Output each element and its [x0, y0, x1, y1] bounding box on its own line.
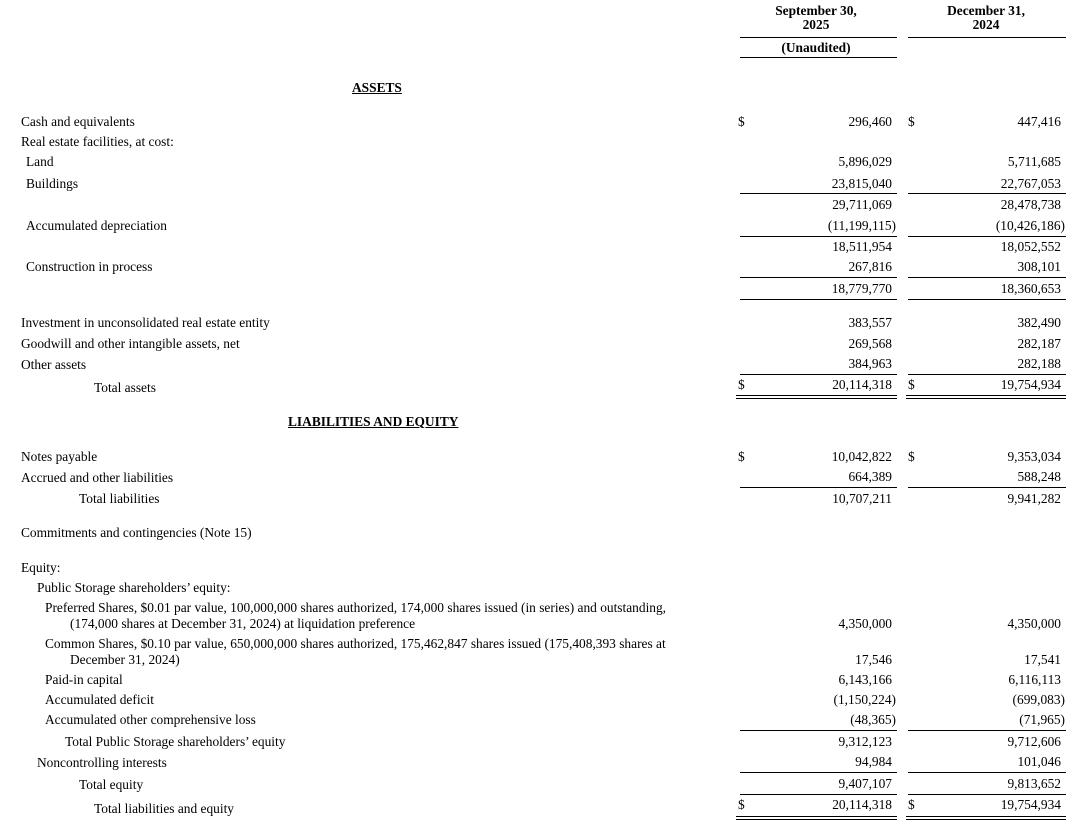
aoci-value-col2: (71,965): [1019, 712, 1065, 727]
re-subtotal-rule-col2: [908, 193, 1066, 194]
total-assets-dollar-col1: $: [738, 377, 745, 392]
goodwill-value-col2: 282,187: [1017, 336, 1061, 351]
common-value-col1: 17,546: [855, 652, 892, 667]
col1-header: [740, 4, 892, 32]
re-total-bottom-rule-col2: [908, 299, 1066, 300]
nci-value-col1: 94,984: [855, 754, 892, 769]
buildings-value-col1: 23,815,040: [831, 176, 892, 191]
paid-in-capital-label: Paid-in capital: [45, 672, 123, 687]
accum-depreciation-value-col1: (11,199,115): [827, 218, 896, 233]
common-value-col2: 17,541: [1024, 652, 1061, 667]
cash-value-col2: 447,416: [1017, 114, 1061, 129]
land-label: Land: [26, 154, 54, 169]
col2-header-line2: 2024: [972, 17, 1000, 32]
total-le-label: Total liabilities and equity: [94, 801, 235, 816]
total-le-dollar-col2: $: [908, 797, 915, 812]
liabilities-equity-section-title: LIABILITIES AND EQUITY: [288, 414, 459, 429]
total-equity-rule-col2: [908, 772, 1066, 773]
total-assets-double-rule-col2: [906, 395, 1066, 399]
equity-label: Equity:: [21, 560, 61, 575]
nci-value-col2: 101,046: [1017, 754, 1061, 769]
accum-deficit-label: Accumulated deficit: [45, 692, 154, 707]
notes-payable-value-col2: 9,353,034: [1007, 449, 1061, 464]
total-le-double-rule-col1: [736, 816, 897, 820]
construction-label: Construction in process: [26, 259, 153, 274]
col1-header-line2: 2025: [802, 17, 830, 32]
ps-equity-rule-col2: [908, 730, 1066, 731]
paid-in-capital-value-col2: 6,116,113: [1008, 672, 1061, 687]
re-net-value-col1: 18,511,954: [832, 239, 892, 254]
commitments-label: Commitments and contingencies (Note 15): [21, 525, 252, 540]
total-le-dollar-col1: $: [738, 797, 745, 812]
total-assets-double-rule-col1: [736, 395, 897, 399]
common-label-line1: Common Shares, $0.10 par value, 650,000,000 shares authorized, 175,462,847 shares issued (175,408,393 shares at: [45, 636, 666, 651]
buildings-label: Buildings: [26, 176, 79, 191]
total-le-rule-col2: [908, 794, 1066, 795]
total-assets-label: Total assets: [94, 380, 156, 395]
accrued-value-col1: 664,389: [848, 469, 892, 484]
total-liabilities-label: Total liabilities: [79, 491, 160, 506]
ps-equity-header-label: Public Storage shareholders’ equity:: [37, 580, 231, 595]
other-assets-label: Other assets: [21, 357, 87, 372]
col1-header-rule-2: [740, 57, 897, 58]
other-assets-value-col1: 384,963: [848, 356, 892, 371]
col1-header-line1: September 30,: [775, 3, 857, 18]
col2-header: [908, 4, 1064, 32]
re-total-value-col1: 18,779,770: [831, 281, 892, 296]
ps-equity-rule-col1: [740, 730, 897, 731]
construction-value-col2: 308,101: [1017, 259, 1061, 274]
accum-deficit-value-col2: (699,083): [1012, 692, 1065, 707]
accrued-label: Accrued and other liabilities: [21, 470, 174, 485]
re-net-rule-col2: [908, 236, 1066, 237]
buildings-value-col2: 22,767,053: [1000, 176, 1061, 191]
paid-in-capital-value-col1: 6,143,166: [838, 672, 892, 687]
total-le-value-col1: 20,114,318: [832, 797, 892, 812]
nci-label: Noncontrolling interests: [37, 755, 167, 770]
preferred-value-col2: 4,350,000: [1007, 616, 1061, 631]
re-total-rule-col2: [908, 277, 1066, 278]
total-liabilities-rule-col1: [740, 487, 897, 488]
preferred-value-col1: 4,350,000: [838, 616, 892, 631]
total-equity-value-col1: 9,407,107: [838, 776, 892, 791]
total-assets-dollar-col2: $: [908, 377, 915, 392]
cash-dollar-col2: $: [908, 114, 915, 129]
re-subtotal-rule-col1: [740, 193, 897, 194]
total-assets-rule-col2: [908, 374, 1066, 375]
total-liabilities-rule-col2: [908, 487, 1066, 488]
col2-header-rule: [908, 37, 1066, 38]
investment-value-col1: 383,557: [848, 315, 892, 330]
total-liabilities-value-col2: 9,941,282: [1007, 491, 1061, 506]
cash-value-col1: 296,460: [848, 114, 892, 129]
total-ps-equity-value-col1: 9,312,123: [838, 734, 892, 749]
cash-label: Cash and equivalents: [21, 114, 135, 129]
real-estate-header-label: Real estate facilities, at cost:: [21, 134, 174, 149]
total-ps-equity-label: Total Public Storage shareholders’ equity: [65, 734, 286, 749]
aoci-value-col1: (48,365): [850, 712, 896, 727]
total-le-value-col2: 19,754,934: [1000, 797, 1061, 812]
col2-header-line1: December 31,: [947, 3, 1025, 18]
notes-payable-value-col1: 10,042,822: [831, 449, 892, 464]
notes-payable-dollar-col2: $: [908, 449, 915, 464]
total-assets-rule-col1: [740, 374, 897, 375]
assets-section-title: ASSETS: [352, 80, 402, 95]
col1-unaudited-note: (Unaudited): [781, 40, 851, 55]
goodwill-value-col1: 269,568: [848, 336, 892, 351]
accum-deficit-value-col1: (1,150,224): [833, 692, 896, 707]
total-liabilities-value-col1: 10,707,211: [832, 491, 892, 506]
aoci-label: Accumulated other comprehensive loss: [45, 712, 256, 727]
investment-value-col2: 382,490: [1017, 315, 1061, 330]
accum-depreciation-value-col2: (10,426,186): [995, 218, 1065, 233]
preferred-label-line2: (174,000 shares at December 31, 2024) at liquidation preference: [70, 616, 416, 631]
total-assets-value-col1: 20,114,318: [832, 377, 892, 392]
construction-value-col1: 267,816: [848, 259, 892, 274]
cash-dollar-col1: $: [738, 114, 745, 129]
notes-payable-label: Notes payable: [21, 449, 98, 464]
col1-header-rule: [740, 37, 897, 38]
accum-depreciation-label: Accumulated depreciation: [26, 218, 167, 233]
re-total-bottom-rule-col1: [740, 299, 897, 300]
notes-payable-dollar-col1: $: [738, 449, 745, 464]
land-value-col1: 5,896,029: [838, 154, 892, 169]
re-net-rule-col1: [740, 236, 897, 237]
preferred-label-line1: Preferred Shares, $0.01 par value, 100,000,000 shares authorized, 174,000 shares issued (in series) and outstanding,: [45, 600, 667, 615]
other-assets-value-col2: 282,188: [1017, 356, 1061, 371]
total-le-double-rule-col2: [906, 816, 1066, 820]
total-ps-equity-value-col2: 9,712,606: [1007, 734, 1061, 749]
total-equity-rule-col1: [740, 772, 897, 773]
common-label-line2: December 31, 2024): [70, 652, 180, 667]
investment-label: Investment in unconsolidated real estate entity: [21, 315, 270, 330]
goodwill-label: Goodwill and other intangible assets, net: [21, 336, 240, 351]
total-equity-value-col2: 9,813,652: [1007, 776, 1061, 791]
total-equity-label: Total equity: [79, 777, 144, 792]
total-assets-value-col2: 19,754,934: [1000, 377, 1061, 392]
accrued-value-col2: 588,248: [1017, 469, 1061, 484]
total-le-rule-col1: [740, 794, 897, 795]
re-total-rule-col1: [740, 277, 897, 278]
re-subtotal-value-col2: 28,478,738: [1000, 197, 1061, 212]
re-net-value-col2: 18,052,552: [1000, 239, 1061, 254]
re-total-value-col2: 18,360,653: [1000, 281, 1061, 296]
land-value-col2: 5,711,685: [1007, 154, 1061, 169]
re-subtotal-value-col1: 29,711,069: [832, 197, 892, 212]
